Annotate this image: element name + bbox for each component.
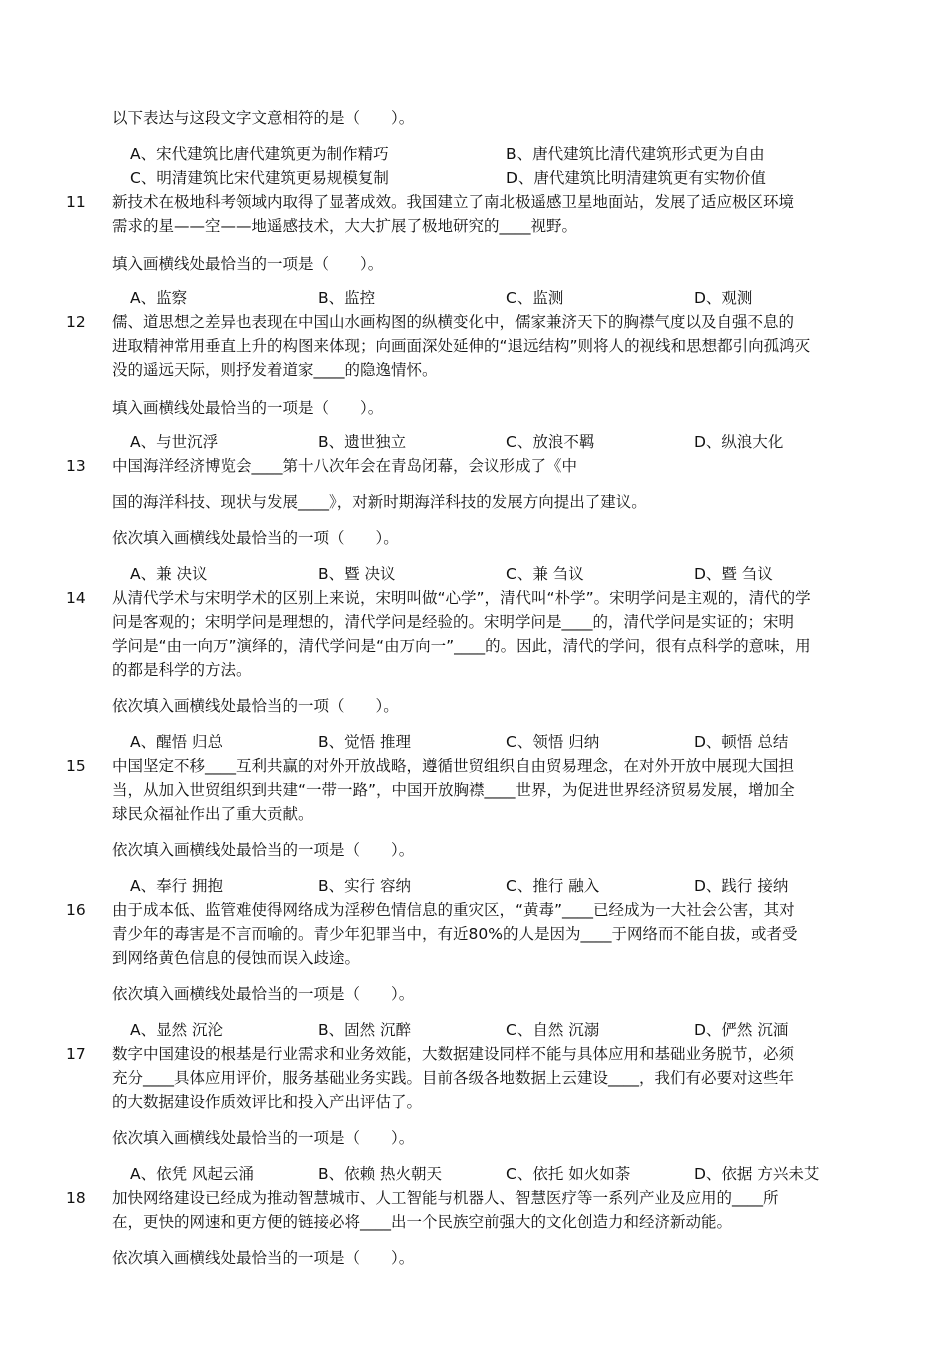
question-prompt: 依次填入画横线处最恰当的一项（ ）。 xyxy=(112,529,399,547)
question-text-line: 到网络黄色信息的侵蚀而误入歧途。 xyxy=(112,949,361,967)
option-b: B、实行 容纳 xyxy=(318,877,412,895)
question-prompt: 依次填入画横线处最恰当的一项是（ ）。 xyxy=(112,841,415,859)
option-d: D、践行 接纳 xyxy=(694,877,789,895)
option-c: C、兼 刍议 xyxy=(506,565,584,583)
option-b: B、依赖 热火朝天 xyxy=(318,1165,443,1183)
question-text-line: 当，从加入世贸组织到共建“一带一路”，中国开放胸襟____世界，为促进世界经济贸易发展，增加全 xyxy=(112,781,795,799)
option-b: B、暨 决议 xyxy=(318,565,396,583)
option-a: A、与世沉浮 xyxy=(130,433,219,451)
option-c: C、明清建筑比宋代建筑更易规模复制 xyxy=(130,169,389,187)
question-text-line: 需求的星——空——地遥感技术，大大扩展了极地研究的____视野。 xyxy=(112,217,578,235)
question-prompt: 填入画横线处最恰当的一项是（ ）。 xyxy=(112,255,384,273)
option-a: A、醒悟 归总 xyxy=(130,733,224,751)
question-number: 16 xyxy=(66,901,86,919)
question-number: 18 xyxy=(66,1189,86,1207)
question-number: 15 xyxy=(66,757,86,775)
question-text-line: 儒、道思想之差异也表现在中国山水画构图的纵横变化中，儒家兼济天下的胸襟气度以及自强不息的 xyxy=(112,313,795,331)
option-d: D、暨 刍议 xyxy=(694,565,773,583)
option-c: C、放浪不羁 xyxy=(506,433,595,451)
option-a: A、宋代建筑比唐代建筑更为制作精巧 xyxy=(130,145,389,163)
question-prompt: 依次填入画横线处最恰当的一项是（ ）。 xyxy=(112,985,415,1003)
option-b: B、监控 xyxy=(318,289,376,307)
option-d: D、唐代建筑比明清建筑更有实物价值 xyxy=(506,169,766,187)
question-number: 11 xyxy=(66,193,86,211)
option-b: B、遗世独立 xyxy=(318,433,407,451)
question-text-line: 的大数据建设作质效评比和投入产出评估了。 xyxy=(112,1093,423,1111)
option-b: B、固然 沉醉 xyxy=(318,1021,412,1039)
option-b: B、唐代建筑比清代建筑形式更为自由 xyxy=(506,145,765,163)
question-prompt: 依次填入画横线处最恰当的一项是（ ）。 xyxy=(112,1129,415,1147)
question-text-line: 国的海洋科技、现状与发展____》，对新时期海洋科技的发展方向提出了建议。 xyxy=(112,493,647,511)
question-number: 17 xyxy=(66,1045,86,1063)
question-text-line: 没的遥远天际，则抒发着道家____的隐逸情怀。 xyxy=(112,361,438,379)
question-text-line: 新技术在极地科考领域内取得了显著成效。我国建立了南北极遥感卫星地面站，发展了适应极区环境 xyxy=(112,193,795,211)
option-a: A、监察 xyxy=(130,289,188,307)
question-prompt: 以下表达与这段文字文意相符的是（ ）。 xyxy=(112,109,415,127)
question-text-line: 学问是“由一向万”演绎的，清代学问是“由万向一”____的。因此，清代的学问，很有点科学的意味，用 xyxy=(112,637,811,655)
question-text-line: 青少年的毒害是不言而喻的。青少年犯罪当中，有近80%的人是因为____于网络而不能自拔，或者受 xyxy=(112,925,798,943)
option-c: C、依托 如火如荼 xyxy=(506,1165,631,1183)
option-d: D、依据 方兴未艾 xyxy=(694,1165,820,1183)
option-b: B、觉悟 推理 xyxy=(318,733,412,751)
option-a: A、奉行 拥抱 xyxy=(130,877,224,895)
question-number: 13 xyxy=(66,457,86,475)
option-c: C、自然 沉溺 xyxy=(506,1021,600,1039)
question-text-line: 由于成本低、监管难使得网络成为淫秽色情信息的重灾区，“黄毒”____已经成为一大社会公害，其对 xyxy=(112,901,795,919)
question-prompt: 依次填入画横线处最恰当的一项是（ ）。 xyxy=(112,1249,415,1267)
question-text-line: 充分____具体应用评价，服务基础业务实践。目前各级各地数据上云建设____，我们有必要对这些年 xyxy=(112,1069,795,1087)
option-a: A、显然 沉沦 xyxy=(130,1021,224,1039)
option-d: D、观测 xyxy=(694,289,753,307)
question-number: 12 xyxy=(66,313,86,331)
question-text-line: 在，更快的网速和更方便的链接必将____出一个民族空前强大的文化创造力和经济新动能。 xyxy=(112,1213,733,1231)
question-text-line: 进取精神常用垂直上升的构图来体现；向画面深处延伸的“退远结构”则将人的视线和思想都引向孤鸿灭 xyxy=(112,337,811,355)
question-prompt: 填入画横线处最恰当的一项是（ ）。 xyxy=(112,399,384,417)
question-text-line: 问是客观的；宋明学问是理想的，清代学问是经验的。宋明学问是____的，清代学问是实证的；宋明 xyxy=(112,613,795,631)
question-prompt: 依次填入画横线处最恰当的一项（ ）。 xyxy=(112,697,399,715)
question-text-line: 数字中国建设的根基是行业需求和业务效能，大数据建设同样不能与具体应用和基础业务脱节，必须 xyxy=(112,1045,795,1063)
question-text-line: 的都是科学的方法。 xyxy=(112,661,252,679)
question-number: 14 xyxy=(66,589,86,607)
option-a: A、依凭 风起云涌 xyxy=(130,1165,255,1183)
question-text-line: 加快网络建设已经成为推动智慧城市、人工智能与机器人、智慧医疗等一系列产业及应用的____所 xyxy=(112,1189,779,1207)
question-text-line: 中国海洋经济博览会____第十八次年会在青岛闭幕，会议形成了《中 xyxy=(112,457,578,475)
option-c: C、领悟 归纳 xyxy=(506,733,600,751)
option-c: C、监测 xyxy=(506,289,564,307)
option-d: D、俨然 沉湎 xyxy=(694,1021,789,1039)
question-text-line: 球民众福祉作出了重大贡献。 xyxy=(112,805,314,823)
question-text-line: 从清代学术与宋明学术的区别上来说，宋明叫做“心学”，清代叫“朴学”。宋明学问是主观的，清代的学 xyxy=(112,589,811,607)
question-text-line: 中国坚定不移____互利共赢的对外开放战略，遵循世贸组织自由贸易理念，在对外开放中展现大国担 xyxy=(112,757,795,775)
option-a: A、兼 决议 xyxy=(130,565,208,583)
option-c: C、推行 融入 xyxy=(506,877,600,895)
option-d: D、纵浪大化 xyxy=(694,433,784,451)
option-d: D、顿悟 总结 xyxy=(694,733,789,751)
